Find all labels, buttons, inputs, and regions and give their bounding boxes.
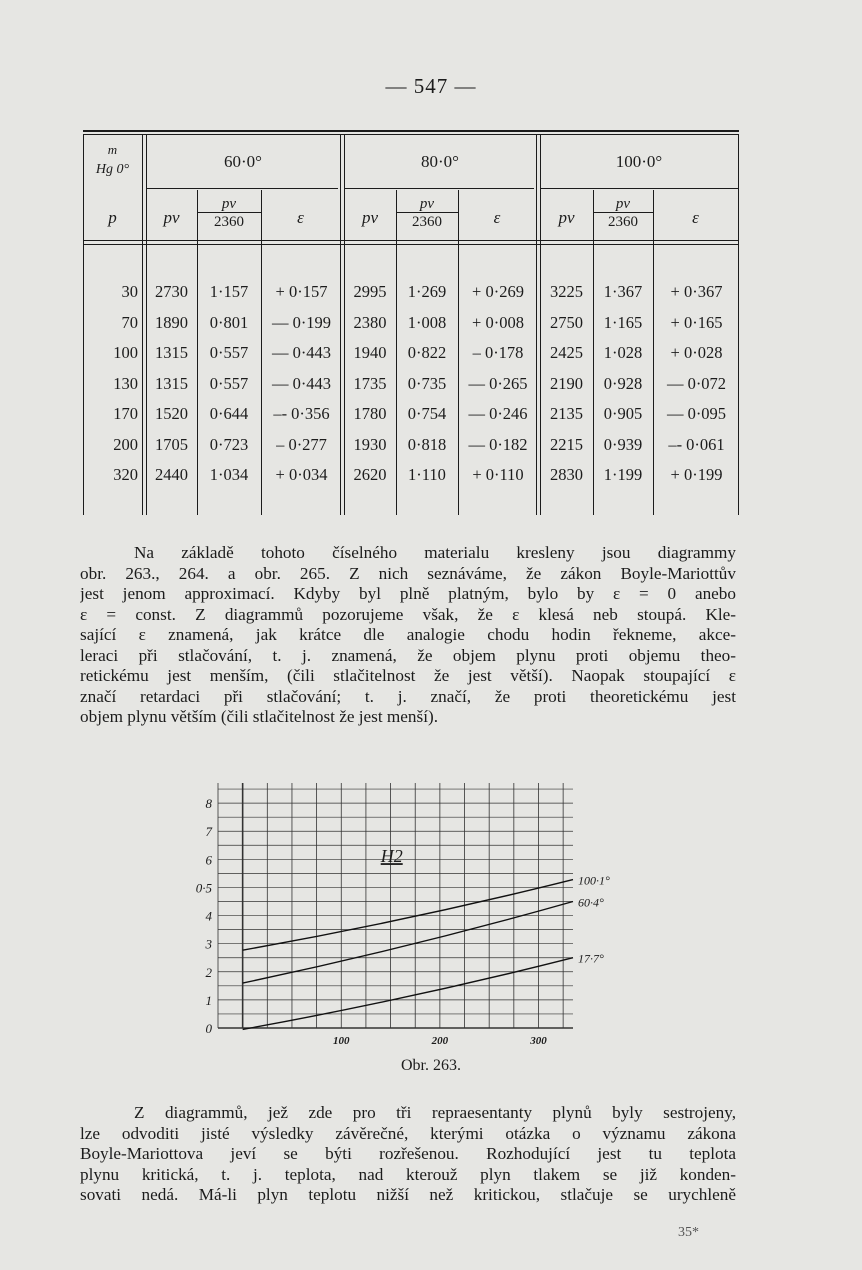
text-line: objem plynu větším (čili stlačitelnost že jest menší). (80, 707, 439, 726)
pressure-cell: 170 (113, 404, 138, 423)
text-line: obr. 263., 264. a obr. 265. Z nich seznáváme, že zákon Boyle-Mariottův (80, 563, 736, 583)
header-temp-80: 80·0° (421, 152, 459, 171)
table-cell: –- 0·356 (273, 404, 330, 423)
table-cell: 1780 (353, 404, 387, 423)
text-line: ε = const. Z diagrammů pozorujeme však, že ε klesá neb stoupá. Kle- (80, 604, 736, 624)
table-cell: 1315 (155, 343, 188, 362)
table-cell: + 0·034 (275, 465, 328, 484)
table-cell: + 0·367 (670, 282, 723, 301)
table-cell: 1·110 (408, 465, 446, 484)
table-cell: 1520 (155, 404, 188, 423)
y-tick-label: 7 (205, 824, 212, 840)
y-tick-label: 8 (205, 796, 212, 812)
x-tick-label: 200 (431, 1035, 449, 1047)
series-label: 100·1° (578, 873, 610, 888)
table-cell: + 0·269 (472, 282, 524, 301)
table-cell: — 0·246 (468, 404, 528, 423)
table-cell: + 0·165 (670, 312, 723, 332)
pressure-cell: 320 (113, 465, 138, 484)
table-cell: 1930 (353, 434, 387, 454)
series-label: 60·4° (578, 895, 604, 910)
header-temp-60: 60·0° (224, 152, 262, 171)
table-cell: 2750 (550, 312, 583, 332)
table-cell: — 0·443 (271, 343, 332, 362)
table-cell: + 0·008 (472, 312, 524, 332)
header-pv: pv (558, 208, 575, 227)
table-cell: + 0·110 (472, 465, 524, 484)
table-cell: 1·008 (407, 312, 447, 332)
header-hg: Hg 0° (95, 162, 130, 177)
table-cell: 2215 (550, 434, 583, 454)
table-cell: 1890 (155, 312, 188, 332)
table-cell: –- 0·061 (668, 434, 725, 454)
table-cell: – 0·277 (276, 434, 327, 454)
y-tick-label: 0 (205, 1021, 212, 1036)
table-cell: 1940 (353, 343, 387, 362)
y-tick-label: 4 (205, 908, 212, 924)
table-cell: 0·557 (209, 343, 249, 362)
pressure-cell: 100 (113, 343, 138, 362)
table-cell: 1705 (155, 434, 188, 454)
page-number: — 547 — (385, 74, 477, 98)
header-pv: pv (163, 208, 180, 227)
chart-title: H2 (380, 846, 403, 867)
table-cell: + 0·157 (275, 282, 328, 301)
text-line: retickému jest menším, (čili stlačitelnost že jest větší). Naopak stoupající ε (80, 666, 736, 685)
header-m: m (107, 142, 118, 157)
table-cell: — 0·072 (666, 373, 727, 393)
pressure-cell: 30 (121, 282, 138, 301)
header-epsilon: ε (493, 208, 501, 227)
table-cell: — 0·182 (468, 434, 528, 454)
table-cell: 2380 (353, 312, 387, 332)
table-cell: 0·557 (209, 373, 249, 393)
figure-caption: Obr. 263. (401, 1057, 461, 1074)
table-cell: 0·754 (407, 404, 447, 423)
table-cell: 0·939 (603, 434, 643, 454)
table-cell: 0·822 (407, 343, 447, 362)
text-line: značí retardaci při stlačování; t. j. značí, že proti theoretickému jest (80, 686, 736, 706)
table-cell: + 0·199 (670, 465, 723, 484)
text-line: Boyle-Mariottova jeví se býti rozřešenou. Rozhodující jest tu teplota (80, 1144, 736, 1163)
paragraph-1 (80, 543, 736, 728)
y-tick-label: 3 (205, 936, 212, 952)
table-cell: 2995 (353, 282, 387, 301)
text-line: sající ε znamená, jak krátce dle analogie chodu hodin řekneme, akce- (80, 625, 736, 644)
table-cell: 1·199 (603, 465, 643, 484)
table-cell: 0·928 (603, 373, 643, 393)
table-cell: 2425 (550, 343, 583, 362)
text-line: Na základě tohoto číselného materialu kresleny jsou diagrammy (134, 543, 736, 562)
y-tick-label: 6 (205, 852, 212, 868)
table-cell: 2440 (155, 465, 188, 484)
table-cell: 1315 (155, 373, 188, 393)
header-fraction: $\frac{pv}{2360}$ (197, 196, 261, 232)
table-cell: 2135 (550, 404, 583, 423)
table-cell: 2730 (155, 282, 188, 301)
pressure-cell: 70 (121, 312, 138, 332)
table-cell: 0·644 (209, 404, 249, 423)
table-cell: 1·367 (603, 282, 643, 301)
x-tick-label: 300 (530, 1035, 547, 1047)
table-cell: 3225 (550, 282, 583, 301)
table-cell: – 0·178 (472, 343, 524, 362)
y-tick-label: 1 (205, 992, 212, 1008)
table-cell: 0·801 (209, 312, 249, 332)
pressure-cell: 130 (113, 373, 138, 393)
pressure-cell: 200 (113, 434, 138, 454)
table-cell: 1·028 (603, 343, 643, 362)
header-epsilon: ε (692, 208, 699, 227)
table-cell: 1·165 (603, 312, 643, 332)
x-tick-label: 100 (333, 1035, 350, 1047)
text-line: leraci při stlačování, t. j. znamená, že objem plynu proti objemu theo- (80, 645, 736, 665)
table-cell: 1·157 (209, 282, 249, 301)
text-line: plynu kritická, t. j. teplota, nad kterouž plyn tlakem se již konden- (80, 1164, 736, 1184)
table-cell: 0·723 (209, 434, 249, 454)
header-temp-100: 100·0° (615, 152, 663, 171)
table-cell: 1735 (353, 373, 387, 393)
text-line: sovati nedá. Má-li plyn teplotu nižší než kritickou, stlačuje se urychleně (80, 1185, 736, 1204)
header-epsilon: ε (297, 208, 304, 227)
table-cell: 1·034 (209, 465, 249, 484)
table-cell: — 0·199 (271, 312, 332, 332)
table-cell: — 0·265 (468, 373, 528, 393)
chart-h2 (195, 775, 615, 1055)
table-cell: — 0·443 (271, 373, 332, 393)
table-cell: 0·905 (603, 404, 643, 423)
table-cell: 0·735 (407, 373, 447, 393)
header-pv: pv (361, 208, 379, 227)
table-cell: 2620 (353, 465, 387, 484)
header-fraction: $\frac{pv}{2360}$ (396, 196, 458, 232)
text-line: lze odvoditi jisté výsledky závěrečné, kterými otázka o významu zákona (80, 1123, 736, 1143)
table-cell: 0·818 (407, 434, 447, 454)
table-cell: 2190 (550, 373, 583, 393)
table-cell: + 0·028 (670, 343, 723, 362)
y-tick-label: 0·5 (195, 880, 212, 896)
y-tick-label: 2 (205, 964, 212, 980)
signature-mark: 35* (678, 1225, 699, 1240)
text-line: Z diagrammů, jež zde pro tři repraesentanty plynů byly sestrojeny, (134, 1103, 736, 1122)
paragraph-2 (80, 1103, 736, 1206)
table-cell: — 0·095 (666, 404, 727, 423)
table-cell: 2830 (550, 465, 583, 484)
header-p: p (108, 208, 117, 227)
series-label: 17·7° (578, 951, 604, 966)
table-cell: 1·269 (407, 282, 447, 301)
text-line: jest jenom approximací. Kdyby byl plně platným, bylo by ε = 0 anebo (80, 584, 736, 603)
header-fraction: $\frac{pv}{2360}$ (593, 196, 653, 232)
